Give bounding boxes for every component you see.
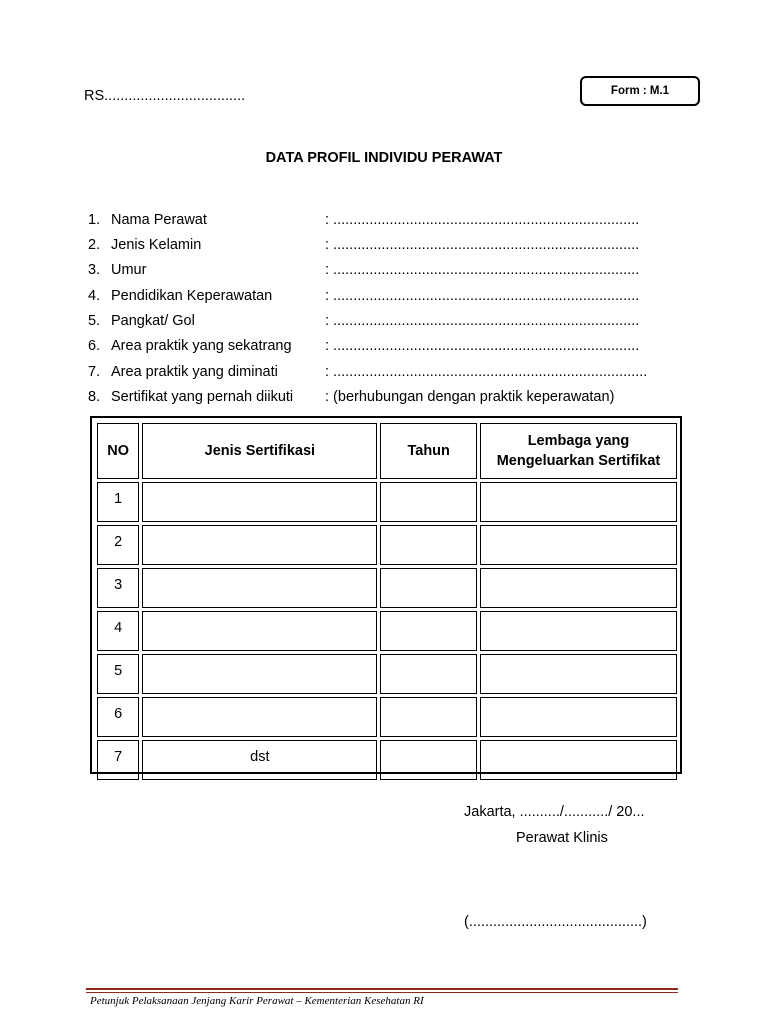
field-value-blank: : ............................................................................ bbox=[325, 262, 640, 278]
table-row bbox=[97, 525, 677, 565]
cell-lembaga[interactable] bbox=[480, 611, 677, 651]
field-value-blank: : .............................................................................. bbox=[325, 364, 648, 380]
field-number: 1. bbox=[88, 212, 101, 228]
cell-lembaga[interactable] bbox=[480, 482, 677, 522]
field-number: 3. bbox=[88, 262, 101, 278]
cell-lembaga[interactable] bbox=[480, 697, 677, 737]
field-label: Area praktik yang sekatrang bbox=[111, 338, 292, 354]
certification-table-frame bbox=[90, 416, 682, 774]
cell-tahun[interactable] bbox=[380, 697, 477, 737]
field-label: Umur bbox=[111, 262, 147, 278]
table-header-row bbox=[97, 423, 677, 479]
column-header-tahun: Tahun bbox=[380, 423, 477, 479]
field-value-blank: : ............................................................................ bbox=[325, 288, 640, 304]
field-value-note: : (berhubungan dengan praktik keperawatan) bbox=[325, 389, 615, 405]
field-label: Jenis Kelamin bbox=[111, 237, 202, 253]
cell-lembaga[interactable] bbox=[480, 740, 677, 780]
footer-text: Petunjuk Pelaksanaan Jenjang Karir Perawat – Kementerian Kesehatan RI bbox=[90, 995, 424, 1007]
column-header-no: NO bbox=[97, 423, 139, 479]
cell-no: 4 bbox=[97, 611, 139, 651]
cell-no: 2 bbox=[97, 525, 139, 565]
table-row bbox=[97, 611, 677, 651]
column-header-lembaga bbox=[480, 423, 677, 479]
footer-rule bbox=[86, 988, 678, 990]
cell-tahun[interactable] bbox=[380, 740, 477, 780]
cell-jenis-sertifikasi[interactable] bbox=[142, 482, 377, 522]
form-code-badge: Form : M.1 bbox=[580, 76, 700, 106]
field-number: 5. bbox=[88, 313, 101, 329]
cell-jenis-sertifikasi[interactable] bbox=[142, 525, 377, 565]
table-row bbox=[97, 568, 677, 608]
lembaga-header-line2: Mengeluarkan Sertifikat bbox=[496, 453, 661, 469]
field-value-blank: : ............................................................................ bbox=[325, 313, 640, 329]
field-number: 4. bbox=[88, 288, 101, 304]
field-value-blank: : ............................................................................ bbox=[325, 212, 640, 228]
hospital-name-field: RS................................... bbox=[84, 88, 246, 104]
signature-name-placeholder: (...........................................) bbox=[464, 914, 647, 930]
cell-lembaga[interactable] bbox=[480, 654, 677, 694]
cell-jenis-sertifikasi[interactable] bbox=[142, 611, 377, 651]
cell-tahun[interactable] bbox=[380, 482, 477, 522]
signature-role: Perawat Klinis bbox=[516, 830, 608, 846]
field-label: Sertifikat yang pernah diikuti bbox=[111, 389, 294, 405]
cell-jenis-sertifikasi[interactable] bbox=[142, 697, 377, 737]
cell-tahun[interactable] bbox=[380, 568, 477, 608]
table-row bbox=[97, 740, 677, 780]
cell-no: 7 bbox=[97, 740, 139, 780]
field-label: Area praktik yang diminati bbox=[111, 364, 278, 380]
cell-tahun[interactable] bbox=[380, 611, 477, 651]
field-value-blank: : ............................................................................ bbox=[325, 237, 640, 253]
cell-tahun[interactable] bbox=[380, 654, 477, 694]
field-label: Pendidikan Keperawatan bbox=[111, 288, 273, 304]
table-row bbox=[97, 482, 677, 522]
cell-jenis-sertifikasi[interactable] bbox=[142, 654, 377, 694]
cell-no: 1 bbox=[97, 482, 139, 522]
cell-lembaga[interactable] bbox=[480, 525, 677, 565]
cell-jenis-sertifikasi[interactable] bbox=[142, 568, 377, 608]
table-row bbox=[97, 697, 677, 737]
field-label: Pangkat/ Gol bbox=[111, 313, 195, 329]
page-title: DATA PROFIL INDIVIDU PERAWAT bbox=[265, 150, 503, 166]
field-number: 7. bbox=[88, 364, 101, 380]
certification-table bbox=[94, 420, 680, 783]
field-number: 8. bbox=[88, 389, 101, 405]
cell-no: 5 bbox=[97, 654, 139, 694]
lembaga-header-line1: Lembaga yang bbox=[527, 433, 630, 449]
table-row bbox=[97, 654, 677, 694]
field-value-blank: : ............................................................................ bbox=[325, 338, 640, 354]
cell-no: 6 bbox=[97, 697, 139, 737]
column-header-jenis-sertifikasi: Jenis Sertifikasi bbox=[142, 423, 377, 479]
field-number: 6. bbox=[88, 338, 101, 354]
footer-rule-thin bbox=[86, 992, 678, 993]
field-number: 2. bbox=[88, 237, 101, 253]
cell-tahun[interactable] bbox=[380, 525, 477, 565]
cell-no: 3 bbox=[97, 568, 139, 608]
cell-jenis-sertifikasi[interactable]: dst bbox=[142, 740, 377, 780]
cell-lembaga[interactable] bbox=[480, 568, 677, 608]
signature-place-date: Jakarta, ........../.........../ 20... bbox=[464, 804, 645, 820]
field-label: Nama Perawat bbox=[111, 212, 207, 228]
